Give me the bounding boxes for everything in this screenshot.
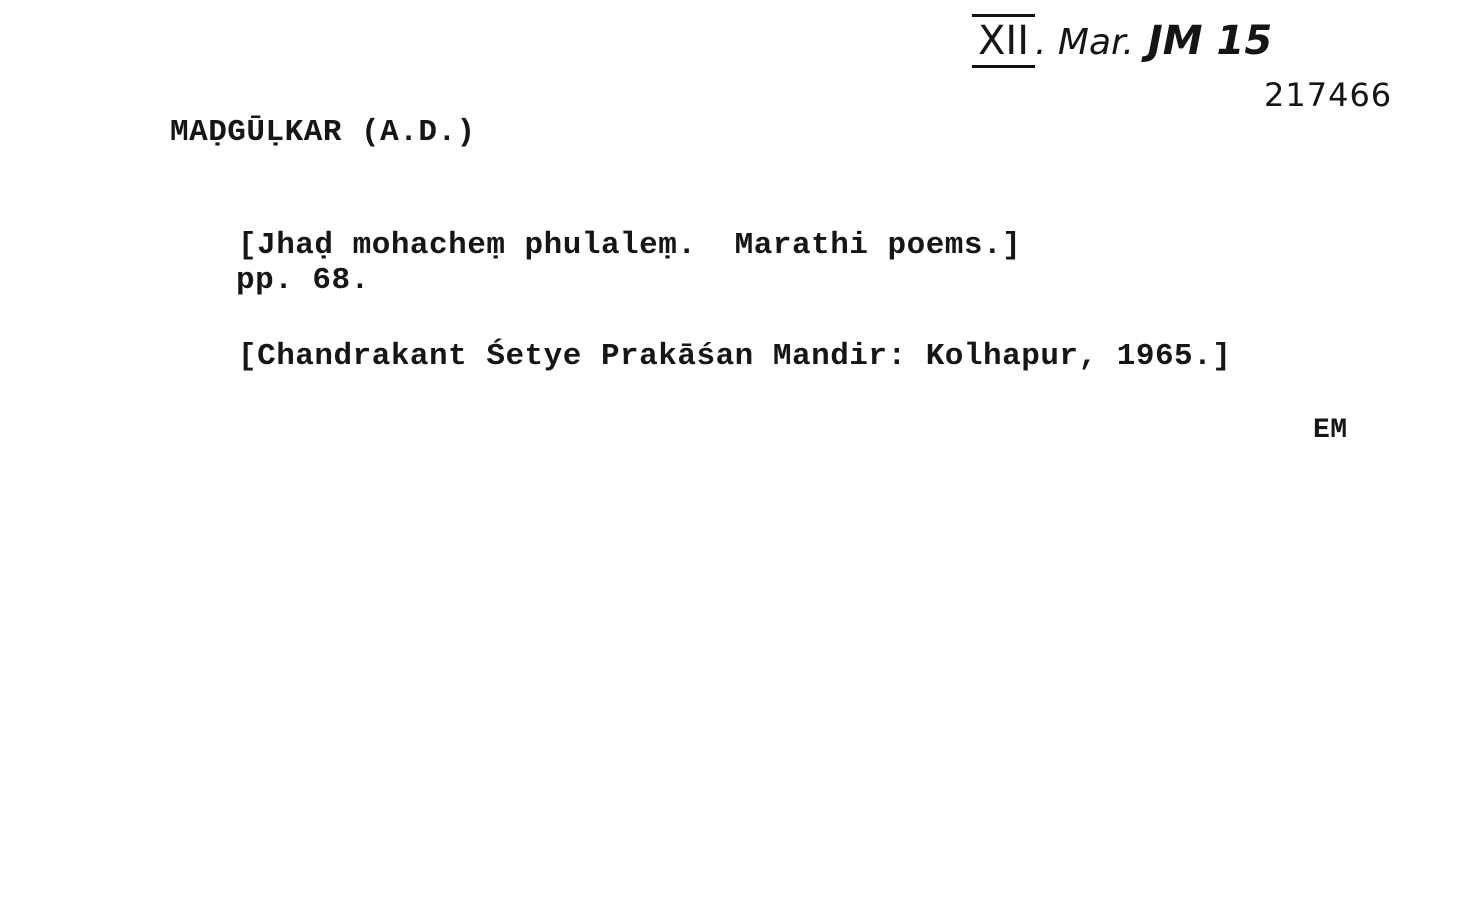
shelfmark-code: JM 15 [1133, 18, 1273, 64]
pagination-line: pp. 68. [236, 263, 370, 298]
shelfmark [972, 14, 1272, 68]
shelfmark-language: . Mar. [1035, 22, 1134, 63]
title-line: [Jhaḍ mohacheṃ phulaleṃ. Marathi poems.] [238, 228, 1022, 263]
imprint-line: [Chandrakant Śetye Prakāśan Mandir: Kolhapur, 1965.] [238, 339, 1232, 374]
shelfmark-class: XII [972, 14, 1035, 68]
accession-number: 217466 [1264, 76, 1393, 114]
author-heading: MAḌGŪḶKAR (A.D.) [170, 115, 476, 150]
cataloguer-initials: EM [1313, 415, 1348, 446]
